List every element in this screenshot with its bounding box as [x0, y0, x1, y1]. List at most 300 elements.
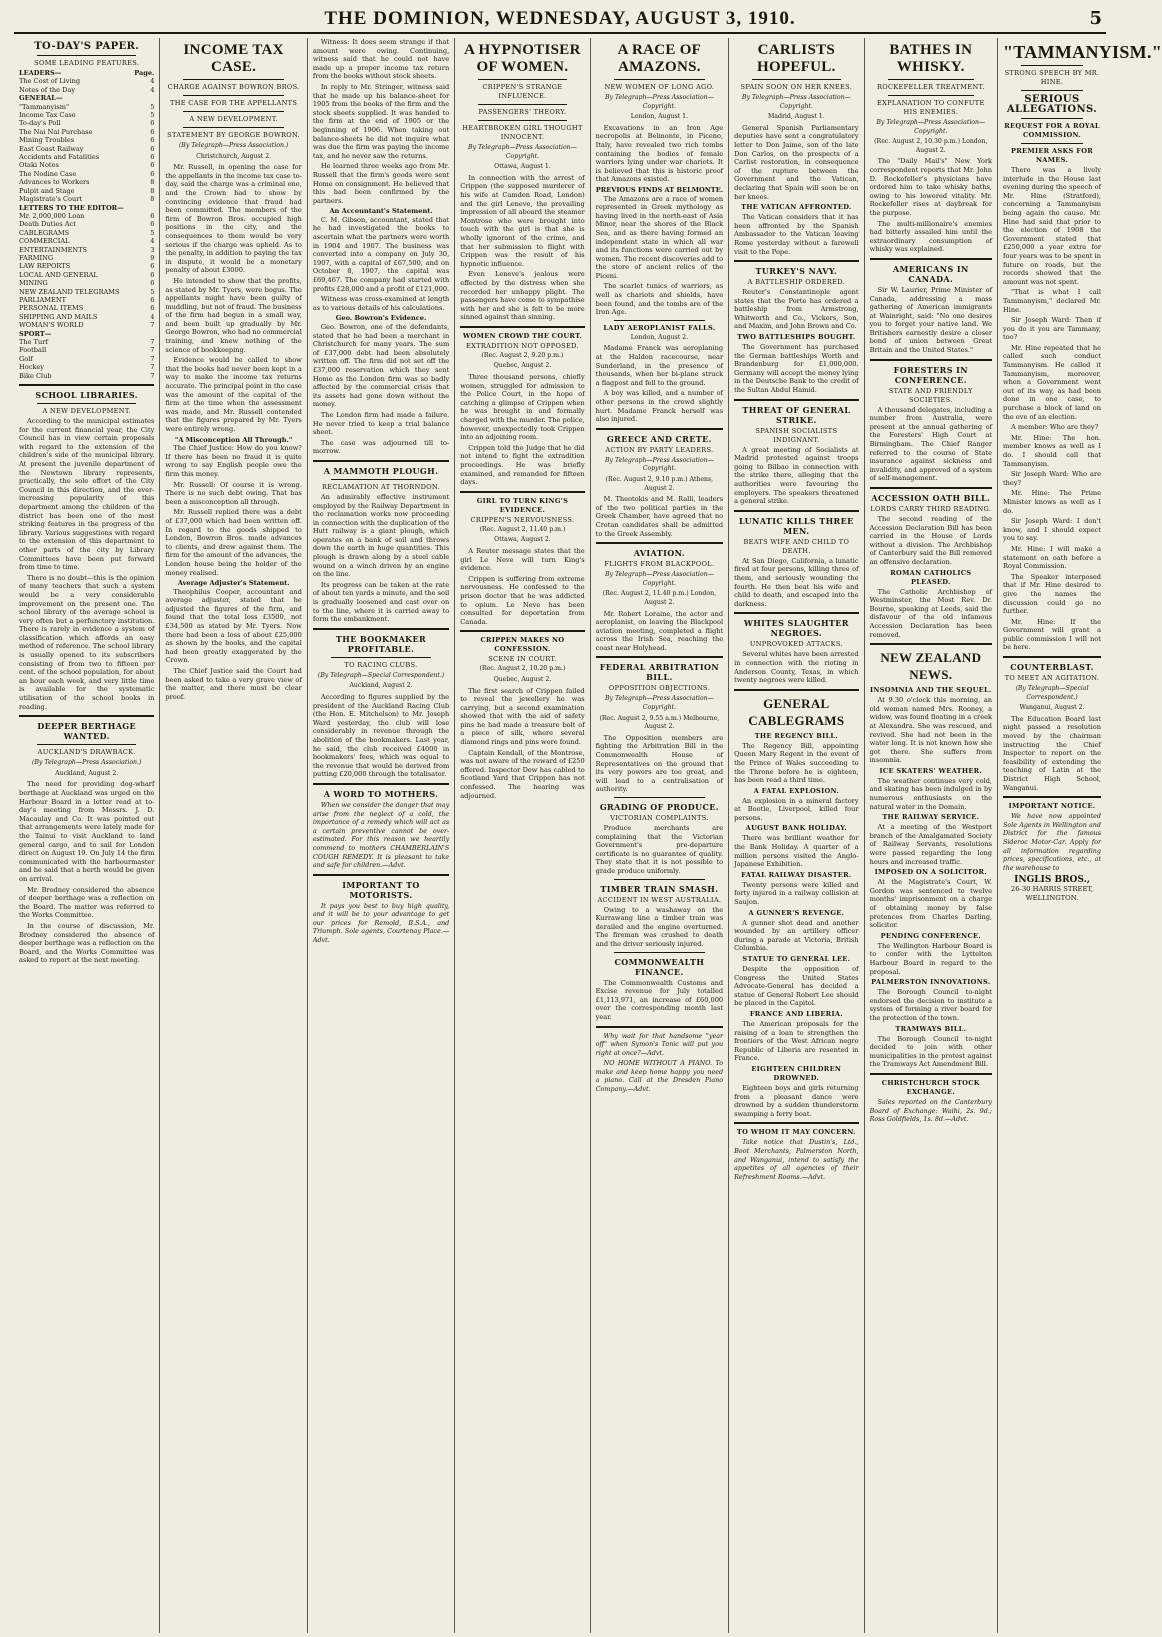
- contents-label: Notes of the Day: [19, 85, 76, 94]
- column-5: [591, 38, 729, 1633]
- contents-row: [19, 271, 154, 279]
- contents-row: [19, 204, 154, 212]
- divider: [596, 542, 723, 544]
- subheading: REQUEST FOR A ROYAL COMMISSION.: [1004, 122, 1100, 139]
- contents-row: [19, 69, 154, 77]
- dateline: By Telegraph—Press Association—Copyright.: [604, 695, 714, 712]
- contents-page: 9: [150, 253, 155, 262]
- catholics-heading: ROMAN CATHOLICS PLEASED.: [890, 568, 972, 586]
- subheading: PASSENGERS' THEORY.: [478, 108, 567, 116]
- cablegrams-heading: GENERAL CABLEGRAMS: [748, 695, 845, 728]
- contents-page: 7: [150, 321, 155, 330]
- contents-row: [19, 288, 154, 296]
- contents-page: 6: [150, 220, 155, 229]
- liberia-heading: FRANCE AND LIBERIA.: [749, 1009, 843, 1018]
- article-paragraph: He learned three weeks ago from Mr. Russell that the firm's goods were sent Home on consignment. He believed that this had been confirmed by the partners.: [312, 162, 450, 205]
- article-paragraph: The scarlet tunics of warriors, as well as chariots and shields, have been found, and the tombs are of the Iron Age.: [595, 282, 724, 317]
- subheading: RECLAMATION AT THORNDON.: [322, 482, 440, 491]
- contents-row: [19, 128, 154, 136]
- article-paragraph: The need for providing dog-wharf berthage at Auckland was urged on the Harbour Board in a letter read at to-day's meeting from Messrs. J. D. Macaulay and Co. It was pointed out that arrangements were lately made for the Tainui to visit Auckland to land general cargo, and to sail for London direct on August 19. On July 14 the firm communicated with the harbourmaster and he said that a berth would be given on arrival.: [19, 780, 155, 883]
- article-paragraph: The Vatican considers that it has been affronted by the Spanish Ambassador to the Vatican leaving Rome yesterday without a farewell visit to the Pope.: [734, 213, 859, 256]
- notice-heading: IMPORTANT NOTICE.: [1008, 802, 1096, 811]
- dateline: (By Telegraph—Press Association.): [31, 759, 142, 767]
- contents-page: Page.: [134, 69, 155, 77]
- article-paragraph: Geo. Bowron, one of the defendants, stated that he had been a merchant in Christchurch for many years. The sum of £37,000 debt had been absolutely written off. The firm did not set off the £37,000 reservation which they sent Home as the London firm was so badly affected by the commercial crisis that its assets had gone down without the money.: [312, 323, 450, 409]
- notice-heading: TO WHOM IT MAY CONCERN.: [736, 1128, 856, 1137]
- article-paragraph: The second reading of the Accession Declaration Bill has been carried in the House of Lords without a division. The Archbishop of Canterbury said the Bill removed an offensive declaration.: [869, 515, 993, 566]
- divider: [752, 79, 840, 80]
- article-paragraph: Crippen told the Judge that he did not intend to fight the extradition proceedings. He was briefly examined, and remanded for fifteen days.: [460, 443, 585, 487]
- section-subheading: An Accountant's Statement.: [329, 207, 433, 216]
- subheading: EXPLANATION TO CONFUTE HIS ENEMIES.: [876, 99, 985, 116]
- divider: [734, 689, 858, 691]
- contents-row: [19, 111, 154, 119]
- contents-label: Hockey: [19, 363, 45, 372]
- dateline: (By Telegraph—Press Association.): [178, 142, 289, 149]
- contents-section: GENERAL—: [19, 94, 63, 103]
- contents-page: 4: [150, 85, 155, 94]
- date: (Rec. August 2, 10.20 p.m.): [479, 665, 566, 673]
- dateline: By Telegraph—Press Association—Copyright.: [741, 94, 851, 110]
- contents-label: MINING: [19, 279, 48, 288]
- contents-row: [19, 330, 154, 338]
- contents-page: 5: [150, 111, 155, 120]
- date: Ottawa, August 1.: [494, 163, 551, 171]
- contents-label: LOCAL AND GENERAL: [19, 270, 98, 279]
- divider: [331, 657, 431, 658]
- article-paragraph: M. Theotokis and M. Ralli, leaders of the two political parties in the Greek Chamber, have agreed that no Cretan candidates shall be admitted to the Greek Assembly.: [595, 495, 724, 538]
- subheading: CRIPPEN'S NERVOUSNESS.: [470, 515, 575, 524]
- subheading: EXTRADITION NOT OPPOSED.: [466, 341, 579, 350]
- americans-heading: AMERICANS IN CANADA.: [892, 263, 969, 284]
- dateline: By Telegraph—Press Association—Copyright.: [468, 144, 577, 160]
- drowned-heading: EIGHTEEN CHILDREN DROWNED.: [751, 1064, 842, 1082]
- contents-row: [19, 229, 154, 237]
- subheading: THE CASE FOR THE APPELLANTS: [170, 99, 298, 107]
- tramways-heading: TRAMWAYS BILL.: [895, 1024, 967, 1033]
- article-paragraph: The Education Board last night passed a resolution moved by the chairman instructing the Chief Inspector to report on the feasibility of extending the teaching of Latin at the District High School, Wanganui.: [1003, 714, 1102, 792]
- subheading: CRIPPEN'S STRANGE INFLUENCE.: [482, 83, 563, 100]
- solicitor-heading: IMPOSED ON A SOLICITOR.: [874, 868, 987, 877]
- article-paragraph: In connection with the arrest of Crippen (the supposed murderer of his wife at Camden Road, London) and the girl Leneve, the prevailing impression of all aboard the steamer Montrose who were brought into touch with the girl is that she is wholly ignorant of the crime, and that her submission to flight with Crippen was the result of his hypnotic influence.: [460, 173, 585, 268]
- contents-label: Accidents and Fatalities: [19, 153, 100, 162]
- statue-heading: STATUE TO GENERAL LEE.: [742, 955, 851, 963]
- contents-row: [19, 77, 154, 85]
- contents-page: 8: [150, 178, 155, 187]
- contents-page: 6: [150, 304, 155, 313]
- article-paragraph: The Commonwealth Customs and Excise revenue for July totalled £1,113,971, an increase of £60,000 over the corresponding month last year.: [595, 978, 724, 1021]
- contents-row: [19, 355, 154, 363]
- contents-page: 6: [150, 144, 155, 153]
- bookmaker-heading: THE BOOKMAKER PROFITABLE.: [335, 633, 427, 654]
- contents-list: [19, 69, 154, 380]
- contents-row: [19, 153, 154, 161]
- railway-service-heading: THE RAILWAY SERVICE.: [882, 813, 980, 822]
- contents-label: NEW ZEALAND TELEGRAMS: [19, 287, 120, 296]
- divider: [183, 111, 283, 112]
- subheading: CHARGE AGAINST BOWRON BROS.: [167, 83, 300, 91]
- divider: [1021, 118, 1083, 119]
- divider: [460, 630, 584, 632]
- article-paragraph: "That is what I call Tammanyism," declared Mr. Hine.: [1003, 288, 1102, 314]
- subheading: SPAIN SOON ON HER KNEES.: [740, 83, 853, 91]
- article-paragraph: A boy was killed, and a number of other persons in the crowd slightly hurt. Madame Franck herself was also injured.: [595, 389, 724, 424]
- divider: [870, 487, 992, 489]
- advertisement: Take notice that Dustin's, Ltd., Boot Merchants, Palmerston North, and Wanganui, intend to satisfy the appetites of all agencies of their Refreshment Rooms.—Advt.: [734, 1138, 859, 1181]
- contents-row: [19, 254, 154, 262]
- conference-heading: PENDING CONFERENCE.: [880, 931, 981, 940]
- masthead: [14, 6, 1106, 34]
- divider: [614, 879, 705, 880]
- amazons-heading: A RACE OF AMAZONS.: [617, 42, 702, 75]
- nz-news-heading: NEW ZEALAND NEWS.: [880, 650, 982, 683]
- article-paragraph: The Chief Justice: How do you know? If there has been no fraud it is quite wrong to say English people owe the firm this money.: [165, 444, 302, 478]
- article-paragraph: Sir Joseph Ward: Then if you do it you are Tammany, too?: [1003, 316, 1102, 342]
- article-paragraph: Mr. Russell replied there was a debt of £37,000 which had been written off. In regard to the goods shipped to London, Bowron Bros. made advances to clients, and drew against them. The firm for the amount of the advances, the London house being the holder of the money realised.: [165, 508, 302, 577]
- divider: [183, 79, 283, 80]
- divider: [1003, 656, 1101, 658]
- divider: [37, 744, 136, 745]
- mothers-heading: A WORD TO MOTHERS.: [323, 788, 439, 799]
- contents-page: 6: [150, 136, 155, 145]
- column-7: [865, 38, 998, 1633]
- article-paragraph: General Spanish Parliamentary deputies have sent a congratulatory letter to Don Jaime, son of the late Don Carlos, on the prospects of a Carlist restoration, in consequence of the rupture between the Government and the Vatican, declaring that Spain will soon be on her knees.: [734, 123, 859, 201]
- contents-label: The Nai Nai Purchase: [19, 127, 93, 136]
- contents-row: [19, 313, 154, 321]
- contents-page: 8: [150, 186, 155, 195]
- divider: [596, 656, 723, 658]
- divider: [478, 104, 566, 105]
- date: Auckland, August 2.: [55, 769, 119, 777]
- section-subheading: Average Adjuster's Statement.: [177, 579, 290, 588]
- article-paragraph: Mr. Hine: The Prime Minister knows as well as I do.: [1003, 489, 1102, 515]
- dateline: By Telegraph—Press Association—Copyright.: [604, 571, 714, 587]
- contents-label: Death Duties Act: [19, 220, 76, 229]
- article-paragraph: Eighteen boys and girls returning from a pleasant dance were drowned by a sudden thunderstorm swamping a ferry boat.: [734, 1083, 859, 1118]
- libraries-heading: SCHOOL LIBRARIES.: [35, 390, 138, 401]
- subheading: HEARTBROKEN GIRL THOUGHT INNOCENT.: [462, 124, 583, 141]
- contents-row: [19, 161, 154, 169]
- date: (Rec. August 2, 9.10 p.m.) Athens, August 2.: [605, 475, 714, 492]
- divider: [19, 715, 154, 717]
- berthage-subheading: AUCKLAND'S DRAWBACK.: [37, 748, 136, 757]
- divider: [313, 628, 449, 630]
- date: (Rec. August 2, 11.40 p.m.) London, August 2.: [602, 590, 717, 606]
- article-paragraph: At a meeting of the Westport branch of the Amalgamated Society of Railway Servants, resolutions were passed regarding the long hours and increased traffic.: [869, 823, 993, 866]
- contents-label: Advances to Workers: [19, 178, 90, 187]
- contents-row: [19, 237, 154, 245]
- divider: [870, 643, 992, 645]
- divider: [313, 783, 449, 785]
- divider: [596, 428, 723, 430]
- divider: [1021, 65, 1083, 66]
- divider: [734, 612, 858, 614]
- greece-heading: GREECE AND CRETE.: [606, 433, 712, 444]
- contents-row: [19, 86, 154, 94]
- article-paragraph: Mr. Hine repeated that he called such conduct Tammanyism. He called it Tammanyism, moreover, when a Government went out of its way, as had been done in one case, to purchase a block of land on the eve of an election.: [1003, 343, 1102, 421]
- subheading: FLIGHTS FROM BLACKPOOL.: [604, 560, 715, 569]
- insomnia-heading: INSOMNIA AND THE SEQUEL.: [870, 686, 992, 695]
- date: (Rec. August 2, 9.55 a.m.) Melbourne, August 2.: [599, 714, 720, 731]
- confession-heading: CRIPPEN MAKES NO CONFESSION.: [480, 636, 565, 654]
- contents-label: Bike Club: [19, 371, 52, 380]
- date: (Rec. August 2, 10.30 p.m.) London, August 2.: [874, 138, 988, 154]
- contents-page: 6: [150, 262, 155, 271]
- article-paragraph: Mr. Hine: The hon. member knows as well as I do. I should call that Tammanyism.: [1003, 433, 1102, 468]
- article-paragraph: Twenty persons were killed and forty injured in a railway collision at Saujon.: [734, 880, 859, 907]
- divider: [313, 460, 449, 462]
- article-paragraph: Reuter's Constantinople agent states that the Porte has ordered a battleship from Armstrong, Whitworth and Co., Vickers, Son, and Maxim, and John Brown and Co.: [734, 288, 859, 331]
- palmerston-heading: PALMERSTON INNOVATIONS.: [871, 978, 991, 987]
- contents-row: [19, 262, 154, 270]
- article-paragraph: There is no doubt—this is the opinion of many teachers that such a system would be a very considerable improvement on the present one. The school library of the average school is very often but a perfunctory institution. There is rarely in evidence a system of classification which affords an easy method of reference. The school library is usually opened to its subscribers consisting of from two to fifteen per cent. of the school population, for about an hour each week, and very little time is available for the systematic utilisation of the school books in reading.: [19, 573, 155, 711]
- contents-label: The Nodine Case: [19, 169, 77, 178]
- article-paragraph: A thousand delegates, including a number from Australia, were present at the annual gathering of the Foresters' High Court at Birmingham. The Chief Ranger referred to the course of State insurance against sickness and invalidity, and approved of a system of self-management.: [869, 405, 993, 483]
- article-paragraph: Even Leneve's jealous were effected by the distress when she recorded her unhappy plight. The passengers have come to sympathise with her and she is felt to be more sinned against than sinning.: [460, 270, 585, 322]
- contents-label: Income Tax Case: [19, 111, 76, 120]
- counterblast-heading: COUNTERBLAST.: [1010, 662, 1094, 673]
- contents-page: 4: [150, 237, 155, 246]
- article-paragraph: The Speaker interposed that if Mr. Hine desired to give the names the discussion could go no further.: [1003, 572, 1102, 616]
- contents-page: 6: [150, 161, 155, 170]
- location: Quebec, August 2.: [493, 362, 552, 370]
- article-paragraph: According to the municipal estimates for the current financial year, the City Council has in view certain proposals with regard to the extension of the children's side of the municipal library. At present the juvenile department of the Newtown library represents, practically, the sole effort of the City Council in this direction, and the ever-increasing popularity of this department among the children of the district has been one of the most striking features in the progress of the library. Various suggestions with regard to the extension of this department to other parts of the city by Library Committees have been put forward from time to time.: [19, 417, 155, 572]
- regency-heading: THE REGENCY BILL.: [754, 731, 838, 740]
- article-paragraph: Mr. Hine: If the Government will grant a public commission I will not be here.: [1003, 617, 1102, 652]
- contents-row: [19, 220, 154, 228]
- subheading: STATE AND FRIENDLY SOCIETIES.: [888, 386, 973, 404]
- contents-page: 6: [150, 119, 155, 128]
- section-subheading: "A Misconception All Through.": [174, 435, 293, 444]
- masthead-title: THE DOMINION, WEDNESDAY, AUGUST 3, 1910.: [324, 8, 796, 29]
- contents-label: FARMING: [19, 253, 54, 262]
- contents-row: [19, 304, 154, 312]
- divider: [614, 952, 705, 953]
- divider: [183, 95, 283, 96]
- contents-row: [19, 178, 154, 186]
- date: Madrid, August 1.: [767, 113, 825, 121]
- divider: [870, 359, 992, 361]
- contents-page: 7: [150, 363, 155, 372]
- article-paragraph: A member: Who are they?: [1011, 423, 1099, 432]
- advertiser-name: INGLIS BROS.,: [1014, 875, 1090, 886]
- railway-disaster-heading: FATAL RAILWAY DISASTER.: [741, 870, 852, 879]
- article-paragraph: At San Diego, California, a lunatic fired at four persons, killing three of them, and seriously wounding the fourth. He then beat his wife and child to death, and escaped into the darkness.: [734, 556, 859, 608]
- divider: [614, 320, 705, 321]
- article-paragraph: The Government has purchased the German battleships Worth and Brandenburg for £1,000,000. Germany will accept the money lying in the Deutsche Bank to the credit of the Sultan Abdul Hamid.: [734, 343, 859, 395]
- contents-label: COMMERCIAL: [19, 237, 70, 246]
- plough-heading: A MAMMOTH PLOUGH.: [323, 465, 439, 476]
- contents-page: 6: [150, 169, 155, 178]
- motorists-heading: IMPORTANT TO MOTORISTS.: [342, 879, 420, 900]
- divider: [37, 403, 136, 404]
- page-number: 5: [1089, 8, 1102, 29]
- finance-heading: COMMONWEALTH FINANCE.: [614, 956, 705, 977]
- contents-section: SPORT—: [19, 329, 52, 338]
- court-heading: WOMEN CROWD THE COURT.: [462, 331, 583, 340]
- strike-heading: THREAT OF GENERAL STRIKE.: [742, 404, 851, 425]
- divider: [734, 510, 858, 512]
- column-6: [729, 38, 864, 1633]
- divider: [870, 258, 992, 260]
- contents-page: 5: [150, 287, 155, 296]
- advertisement: When we consider the danger that may arise from the neglect of a cold, the importance of a remedy which will act as a certain preventive cannot be over-estimated. For this reason we heartily commend to mothers CHAMBERLAIN'S COUGH REMEDY. It is pleasant to take and safe for children.—Advt.: [312, 800, 450, 870]
- divider: [19, 384, 154, 386]
- location: Ottawa, August 2.: [494, 536, 551, 544]
- article-paragraph: Sir W. Laurier, Prime Minister of Canada, addressing a mass gathering of American immigrants at Wainright, said: "No one desires you to forget your native land. We Britishers earnestly desire a closer bond of union between Great Britain and the United States.": [869, 285, 993, 355]
- contents-label: Golf: [19, 354, 33, 363]
- contents-label: East Coast Railway: [19, 144, 84, 153]
- contents-row: [19, 145, 154, 153]
- contents-label: PARLIAMENT: [19, 295, 67, 304]
- article-paragraph: The "Daily Mail's" New York correspondent reports that Mr. John D. Rockefeller's physicians have ordered him to take whisky baths, owing to his lowered vitality. Mr. Rockefeller rises at daybreak for the purpose.: [869, 157, 993, 217]
- article-paragraph: Sir Joseph Ward: Who are they?: [1003, 470, 1102, 487]
- divider: [734, 260, 858, 262]
- date: (Rec. August 2, 11.40 p.m.): [479, 525, 566, 533]
- dateline: (By Telegraph—Special Correspondent.): [1015, 685, 1089, 701]
- date: London, August 1.: [630, 113, 689, 121]
- article-paragraph: Theophilus Cooper, accountant and average adjuster, stated that he adjusted the figures of the firm, and found that the total loss £3500, not £34,500 as stated by Mr. Tyers. Now there had been a loss of about £25,000 as shown by the books, and the capital had been greatly exaggerated by the Crown.: [165, 587, 302, 665]
- contents-page: 7: [150, 338, 155, 346]
- article-paragraph: The first search of Crippen failed to reveal the jewellery he was carrying, but a second examination showed that with the aid of safety pins he had made a treasure bolt of a piece of silk, where several diamond rings and pins were found.: [460, 686, 585, 747]
- date: London, August 2.: [630, 333, 689, 341]
- column-4: [455, 38, 590, 1633]
- article-paragraph: The weather continues very cold, and skating has been indulged in by numerous enthusiasts on the natural water in the Domain.: [869, 776, 993, 811]
- article-paragraph: Witness was cross-examined at length as to various details of his calculations.: [312, 295, 450, 312]
- aeroplanist-heading: LADY AEROPLANIST FALLS.: [603, 323, 716, 332]
- contents-row: [19, 136, 154, 144]
- article-paragraph: Mr. Russell: Of course it is wrong. There is no such debt owing. That has been a misconception all through.: [165, 480, 302, 506]
- contents-row: [19, 363, 154, 371]
- contents-label: Magistrate's Court: [19, 195, 83, 204]
- article-paragraph: Mr. Brodney considered the absence of deeper berthage was a reflection on the Board. The matter was referred to the Works Committee.: [19, 885, 155, 920]
- advertisement: Sales reported on the Canterbury Board of Exchange: Waihi, 2s. 9d.; Ross Goldfields, 1s. 8d.—Advt.: [869, 1097, 993, 1124]
- contents-label: Mr. 2,000,000 Loan: [19, 211, 85, 220]
- stock-exchange-heading: CHRISTCHURCH STOCK EXCHANGE.: [881, 1078, 980, 1096]
- article-paragraph: Produce merchants are complaining that the Victorian Government's pre-departure certificate is no guarantee of quality. They state that it is not possible to grade produce uniformly.: [595, 824, 724, 875]
- article-paragraph: Despite the opposition of Congress the United States Advocate-General has decided a statue of General Robert Lee should be placed in the Capitol.: [734, 965, 859, 1008]
- article-paragraph: According to figures supplied by the president of the Auckland Racing Club (the Hon. E. Mitchelson) to Mr. Joseph Ward yesterday, the club will lose considerably in revenue through the abolition of the bookmakers. Last year, he said, the club received £4000 in bookmakers' fees, which was equal to the revenue that would be derived from putting £20,000 through the totalisator.: [312, 693, 450, 779]
- contents-label: LAW REPORTS: [19, 262, 71, 271]
- whisky-heading: BATHES IN WHISKY.: [889, 42, 973, 75]
- article-paragraph: An admirably effective instrument employed by the Railway Department in the reclamation works now proceeding in connection with the duplication of the Hutt railway is a giant plough, which operates on a bank of soil and throws down the earth in huge quantities. This plough is drawn along by a steel cable wound on a winch driven by an engine on the line.: [312, 492, 450, 579]
- contents-page: 4: [150, 312, 155, 321]
- income-tax-heading: INCOME TAX CASE.: [183, 42, 284, 75]
- article-paragraph: Sir Joseph Ward: I don't know, and I should expect you to say.: [1003, 517, 1102, 543]
- contents-row: [19, 187, 154, 195]
- tammanyism-heading: "TAMMANYISM.": [1003, 42, 1162, 62]
- grading-heading: GRADING OF PRODUCE.: [599, 802, 719, 812]
- subheading: BEATS WIFE AND CHILD TO DEATH.: [743, 537, 850, 555]
- article-paragraph: A great meeting of Socialists at Madrid protested against troops going to Bilbao in connection with the strike there, alleging that the authorities were favouring the employers. The speakers threatened a general strike.: [734, 445, 859, 506]
- divider: [870, 1073, 992, 1075]
- divider: [614, 797, 705, 798]
- leading-features-heading: SOME LEADING FEATURES.: [34, 59, 140, 67]
- contents-row: [19, 195, 154, 203]
- berthage-heading: DEEPER BERTHAGE WANTED.: [37, 721, 137, 742]
- advertisement: We have now appointed Sole Agents in Wellington and District for the famous Sideroc Motor-Car. Apply for all information regarding prices, specifications, etc., at the warehouse to: [1003, 812, 1102, 872]
- article-paragraph: The Catholic Archbishop of Westminster, the Most Rev. Dr. Bourne, speaking at Leeds, said the disfavour of the old infamous Accession Declaration has been removed.: [869, 587, 993, 639]
- holiday-heading: AUGUST BANK HOLIDAY.: [745, 824, 847, 833]
- contents-row: [19, 119, 154, 127]
- contents-label: SHIPPING AND MAILS: [19, 312, 98, 321]
- contents-page: 5: [150, 102, 155, 111]
- contents-row: [19, 279, 154, 287]
- dateline: By Telegraph—Press Association—Copyright.: [604, 456, 714, 473]
- advertisement: NO HOME WITHOUT A PIANO. To make and keep home happy you need a piano. Call at the Dresden Piano Company.—Advt.: [595, 1059, 724, 1094]
- contents-label: Mining Troubles: [19, 136, 75, 145]
- article-paragraph: Three thousand persons, chiefly women, struggled for admission to the Police Court, in the hope of catching a glimpse of Crippen when he was brought in and formally charged with the murder. The police, however, unexpectedly took Crippen into an adjoining room.: [460, 373, 585, 442]
- contents-page: 5: [150, 228, 155, 237]
- date: Christchurch, August 2.: [196, 152, 272, 160]
- vatican-heading: THE VATICAN AFFRONTED.: [741, 203, 852, 212]
- article-paragraph: The multi-millionaire's enemies had bitterly assailed him until the extraordinary consumption of whisky was explained.: [869, 219, 993, 254]
- divider: [478, 79, 566, 80]
- negroes-heading: WHITES SLAUGHTER NEGROES.: [743, 618, 849, 639]
- column-8: [998, 38, 1162, 1633]
- divider: [1021, 143, 1083, 144]
- contents-page: 6: [150, 153, 155, 162]
- article-paragraph: Excavations in an Iron Age necropolis at Belmonte, in Piceno, Italy, have revealed two rich tombs containing the bodies of female warriors lying under war chariots. It is believed that this is historic proof that Amazons existed.: [595, 123, 724, 184]
- article-paragraph: The Wellington Harbour Board is to confer with the Lyttelton Harbour Board in regard to the proposal.: [869, 941, 993, 976]
- article-paragraph: An explosion in a mineral factory at Bootle, Liverpool, killed four persons.: [734, 796, 859, 822]
- contents-row: [19, 103, 154, 111]
- section-subheading: Geo. Bowron's Evidence.: [335, 314, 427, 323]
- oath-heading: ACCESSION OATH BILL.: [871, 493, 991, 503]
- contents-page: 8: [150, 195, 155, 204]
- article-paragraph: The Regency Bill, appointing Queen Mary Regent in the event of the Prince of Wales succeeding to the Throne before he is eighteen, has been read a third time.: [734, 741, 859, 785]
- article-paragraph: The Chief Justice said the Court had been asked to take a very grave view of the matter, and there must be clear proof.: [165, 667, 302, 701]
- article-paragraph: The London firm had made a failure. He never tried to keep a trial balance sheet.: [312, 410, 450, 437]
- article-paragraph: In the course of discussion, Mr. Brodney considered the absence of deeper berthage was a reflection on the Board, and the Works Committee was asked to report at the next meeting.: [19, 921, 155, 965]
- contents-page: 6: [150, 279, 155, 288]
- contents-label: "Tammanyism": [19, 102, 70, 111]
- divider: [183, 127, 283, 128]
- advertiser-address: 26-30 HARRIS STREET, WELLINGTON.: [1010, 884, 1094, 902]
- subheading: PREMIER ASKS FOR NAMES.: [1011, 147, 1094, 164]
- subheading: ACTION BY PARTY LEADERS.: [605, 445, 714, 454]
- article-paragraph: Crippen is suffering from extreme nervousness. He confessed to the prison doctor that he was addicted to opium. Le Neve has been consulted for deportation from Canada.: [460, 574, 585, 626]
- contents-row: [19, 346, 154, 354]
- date: Auckland, August 2.: [349, 682, 413, 690]
- column-3: [308, 38, 455, 1633]
- columns: [14, 38, 1162, 1633]
- article-paragraph: He intended to show that the profits, as stated by Mr. Tyers, were bogus. The appellants might have been guilty of muddling, but not of fraud. The business of the firm had begun in a small way, and been built up gradually by Mr. George Bowron, who had no commercial training, and knew nothing of the science of bookkeeping.: [165, 276, 302, 354]
- divider: [596, 1026, 723, 1028]
- dateline: (By Telegraph—Special Correspondent.): [317, 671, 445, 679]
- contents-section: LEADERS—: [19, 69, 62, 77]
- contents-label: The Cost of Living: [19, 77, 81, 86]
- aviation-heading: AVIATION.: [633, 548, 685, 559]
- subheading: STATEMENT BY GEORGE BOWRON.: [167, 131, 301, 139]
- subheading: TO MEET AN AGITATION.: [1004, 674, 1100, 683]
- gunner-heading: A GUNNER'S REVENGE.: [748, 908, 845, 917]
- subheading: VICTORIAN COMPLAINTS.: [610, 814, 709, 822]
- dateline: By Telegraph—Press Association—Copyright.: [876, 119, 986, 135]
- contents-label: Pulpit and Stage: [19, 186, 75, 195]
- allegations-heading: SERIOUS ALLEGATIONS.: [1006, 94, 1098, 115]
- contents-section: LETTERS TO THE EDITOR—: [19, 203, 124, 212]
- date: (Rec. August 2, 9.20 p.m.): [481, 351, 564, 359]
- explosion-heading: A FATAL EXPLOSION.: [753, 786, 840, 795]
- divider: [734, 1122, 858, 1124]
- divider: [888, 79, 974, 80]
- article-paragraph: Evidence would be called to show that the books had never been kept in a way to make the income tax returns accurate. The principal point in the case was the amount of the capital of the firm at the time when the assessment was made, and Mr. Russell contended that the figures prepared by Mr. Tyers were entirely wrong.: [165, 356, 302, 433]
- date: Wanganui, August 2.: [1019, 704, 1085, 712]
- article-paragraph: At the Magistrate's Court, W. Gordon was sentenced to twelve months' imprisonment on a charge of obtaining money by false pretences from Charles Darling, solicitor.: [869, 878, 993, 930]
- article-paragraph: Mr. Robert Loraine, the actor and aeroplanist, on leaving the Blackpool aviation meeting, completed a flight across the Irish Sea, reaching the coast near Holyhead.: [595, 609, 724, 652]
- contents-row: [19, 170, 154, 178]
